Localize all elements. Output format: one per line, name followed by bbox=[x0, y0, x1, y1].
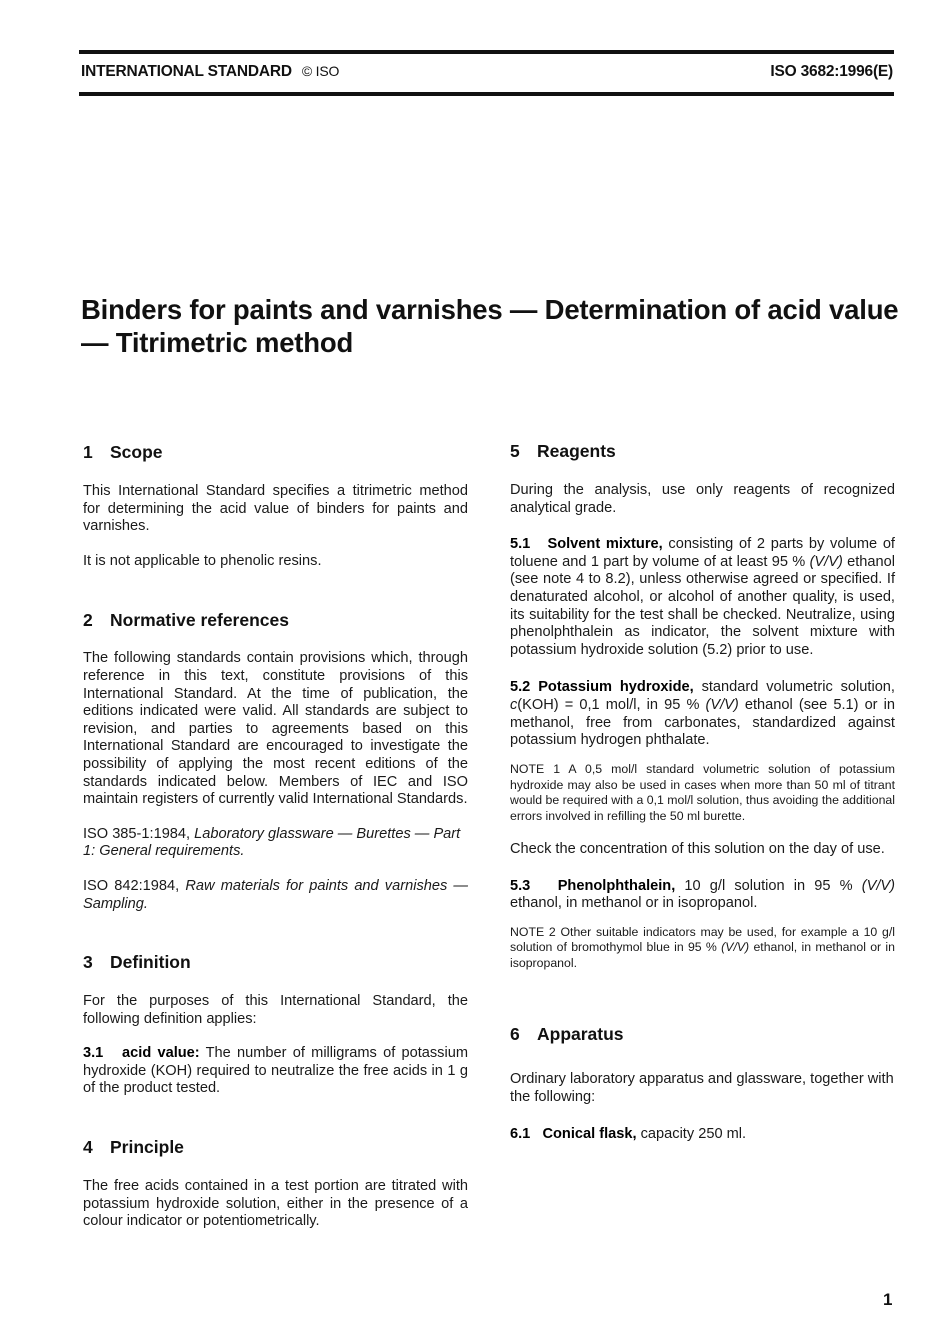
section-heading-definition bbox=[83, 951, 468, 973]
section-title: Apparatus bbox=[537, 1024, 624, 1045]
defined-term: acid value: bbox=[122, 1045, 200, 1062]
reagents-intro: During the analysis, use only reagents of recognized analytical grade. bbox=[510, 482, 895, 516]
apparatus-intro: Ordinary laboratory apparatus and glassware, together with the following: bbox=[510, 1071, 894, 1105]
clause-number: 5.2 bbox=[510, 679, 531, 696]
clause-text: capacity 250 ml. bbox=[640, 1126, 747, 1143]
clause-number: 3.1 bbox=[83, 1045, 104, 1062]
document-id: ISO 3682:1996(E) bbox=[770, 63, 893, 80]
section-title: Scope bbox=[110, 442, 163, 462]
standard-label: INTERNATIONAL STANDARD bbox=[81, 63, 292, 80]
definition-intro: For the purposes of this International Standard, the following definition applies: bbox=[83, 993, 468, 1027]
volume-fraction-label: (V/V) bbox=[705, 696, 739, 713]
clause-text: ethanol, in methanol or in isopropanol. bbox=[510, 895, 758, 912]
concentration-symbol: c bbox=[510, 696, 518, 713]
clause-term: Potassium hydroxide, bbox=[538, 679, 694, 696]
note-text: NOTE 2 Other suitable indicators may be used, for example a 10 g/l solution of bromothymol blue in 95 % bbox=[510, 924, 895, 955]
section-title: Normative references bbox=[110, 610, 289, 631]
clause-text: ethanol (see 5.1) or in methanol, free from carbonates, standardized against potassium hydrogen phthalate. bbox=[510, 696, 895, 749]
clause-number: 5.3 bbox=[510, 877, 531, 894]
definition-text: The number of milligrams of potassium hydroxide (KOH) required to neutralize the free acids in 1 g of the product tested. bbox=[83, 1045, 468, 1097]
normative-paragraph: The following standards contain provisions which, through reference in this text, constitute provisions of this International Standard. At the time of publication, the editions indicated were valid. All standards are subject to revision, and parties to agreements based on this International Standard are encouraged to investigate the possibility of applying the most recent editions of the standards indicated below. Members of IEC and ISO maintain registers of currently valid International Standards. bbox=[83, 650, 468, 808]
scope-exclusion: It is not applicable to phenolic resins. bbox=[83, 552, 322, 569]
section-number: 5 bbox=[510, 441, 520, 461]
section-number: 1 bbox=[83, 442, 93, 462]
section-heading-scope bbox=[83, 441, 468, 463]
clause-term: Conical flask, bbox=[542, 1126, 637, 1143]
section-number: 2 bbox=[83, 610, 93, 631]
concentration-check: Check the concentration of this solution on the day of use. bbox=[510, 840, 885, 857]
section-number: 4 bbox=[83, 1137, 93, 1158]
section-title: Definition bbox=[110, 952, 191, 973]
section-number: 3 bbox=[83, 952, 93, 973]
clause-conical-flask bbox=[510, 1126, 895, 1144]
reference-title: Laboratory glassware — Burettes — Part 1: General requirements. bbox=[83, 825, 461, 860]
clause-term: Solvent mixture, bbox=[547, 536, 663, 553]
section-number: 6 bbox=[510, 1024, 520, 1045]
page-number: 1 bbox=[883, 1290, 893, 1309]
header-bottom-rule bbox=[79, 92, 894, 96]
reference-item bbox=[83, 826, 468, 861]
section-title: Principle bbox=[110, 1137, 184, 1158]
clause-text: ethanol (see note 4 to 8.2), unless otherwise agreed or specified. If denaturated alcohol, or alcohol of another quality, is used, its suitability for the test shall be checked. Neutralize, using phenolphthalein as indicator, the solvent mixture with potassium hydroxide solution (5.2) prior to use. bbox=[510, 553, 895, 658]
note-1: NOTE 1 A 0,5 mol/l standard volumetric solution of potassium hydroxide may also be used in cases when more than 50 ml of titrant would be required with a 0,1 mol/l solution, thus avoiding the additional errors involved in refilling the 50 ml burette. bbox=[510, 761, 895, 824]
volume-fraction-label: (V/V) bbox=[721, 940, 750, 955]
clause-text: consisting of 2 parts by volume of toluene and 1 part by volume of at least 95 % bbox=[510, 536, 895, 570]
document-type-label bbox=[81, 63, 339, 81]
section-heading-principle bbox=[83, 1136, 468, 1158]
clause-solvent-mixture bbox=[510, 536, 895, 659]
clause-term: Phenolphthalein, bbox=[557, 877, 676, 894]
volume-fraction-label: (V/V) bbox=[861, 877, 895, 894]
reference-title: Raw materials for paints and varnishes — Sampling. bbox=[83, 877, 469, 912]
document-title: Binders for paints and varnishes — Determination of acid value — Titrimetric method bbox=[81, 294, 899, 358]
clause-text: (KOH) = 0,1 mol/l, in 95 % bbox=[517, 696, 700, 713]
clause-text: 10 g/l solution in 95 % bbox=[684, 877, 853, 894]
clause-number: 6.1 bbox=[510, 1126, 531, 1143]
clause-text: standard volumetric solution, bbox=[701, 679, 895, 696]
section-heading-reagents bbox=[510, 440, 895, 462]
definition-acid-value bbox=[83, 1045, 468, 1098]
left-column bbox=[83, 441, 468, 1231]
clause-phenolphthalein bbox=[510, 878, 895, 913]
section-title: Reagents bbox=[537, 441, 616, 461]
reference-item bbox=[83, 878, 468, 913]
scope-paragraph: This International Standard specifies a titrimetric method for determining the acid value of binders for paints and varnishes. bbox=[83, 483, 468, 535]
principle-paragraph: The free acids contained in a test portion are titrated with potassium hydroxide solution, either in the presence of a colour indicator or potentiometrically. bbox=[83, 1178, 468, 1230]
section-heading-apparatus bbox=[510, 1023, 895, 1045]
section-heading-normative-references bbox=[83, 609, 468, 631]
reference-code: ISO 385-1:1984, bbox=[83, 825, 191, 842]
copyright-label: © ISO bbox=[301, 63, 340, 79]
clause-potassium-hydroxide bbox=[510, 679, 895, 749]
clause-number: 5.1 bbox=[510, 536, 531, 553]
volume-fraction-label: (V/V) bbox=[809, 553, 843, 570]
note-text: ethanol, in methanol or in isopropanol. bbox=[510, 940, 896, 971]
reference-code: ISO 842:1984, bbox=[83, 877, 180, 894]
header-top-rule bbox=[79, 50, 894, 54]
note-2 bbox=[510, 925, 895, 972]
right-column bbox=[510, 440, 895, 1144]
